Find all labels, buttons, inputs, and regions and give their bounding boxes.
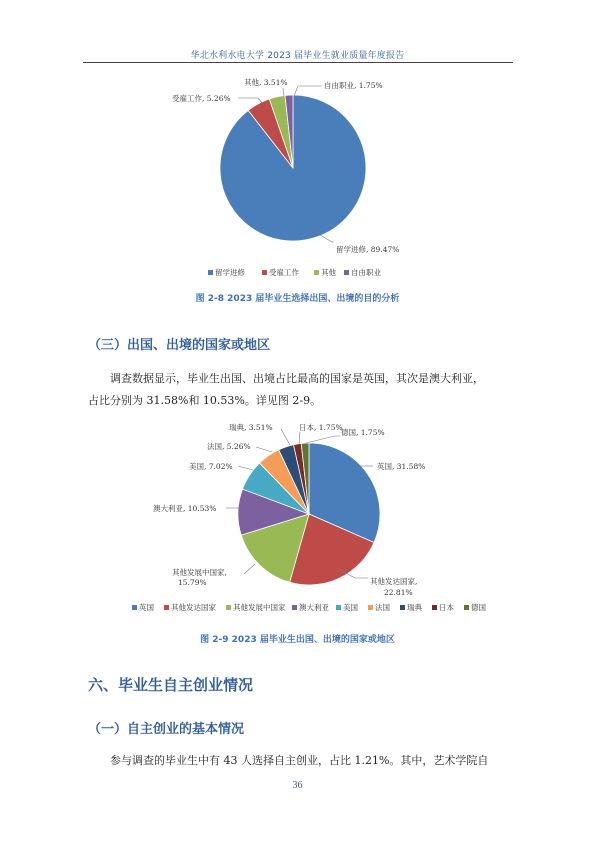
figure-caption-2-8: 图 2-8 2023 届毕业生选择出国、出境的目的分析 — [195, 294, 400, 304]
legend2-swatch-5 — [368, 605, 373, 610]
legend2-item-7: 日本 — [439, 603, 454, 612]
section-heading-3: （三）出国、出境的国家或地区 — [88, 338, 271, 353]
label-study-abroad: 留学进修, 89.47% — [336, 245, 400, 254]
paragraph-line: 参与调查的毕业生中有 43 人选择自主创业，占比 1.21%。其中，艺术学院自 — [110, 754, 489, 767]
label-other-developed-1: 其他发达国家, — [370, 577, 418, 586]
legend-item-study-abroad: 留学进修 — [215, 268, 245, 277]
legend2-swatch-0 — [132, 605, 137, 610]
label-freelance: 自由职业, 1.75% — [324, 81, 383, 90]
label-other-developing-1: 其他发展中国家, — [172, 568, 227, 577]
legend-item-other: 其他 — [321, 268, 336, 277]
pie-chart-destination-purpose — [220, 95, 366, 241]
pie1-legend — [208, 267, 381, 277]
label-france: 法国, 5.26% — [207, 442, 251, 451]
label-japan: 日本, 1.75% — [299, 423, 343, 432]
legend2-item-0: 英国 — [139, 603, 154, 612]
legend2-item-2: 其他发展中国家 — [233, 603, 286, 612]
label-other-developing-2: 15.79% — [178, 578, 207, 587]
paragraph-entrepreneurship — [88, 750, 518, 772]
legend2-swatch-2 — [226, 605, 231, 610]
legend2-swatch-3 — [292, 605, 297, 610]
legend2-item-8: 德国 — [471, 603, 486, 612]
legend2-swatch-6 — [400, 605, 405, 610]
page-number: 36 — [292, 780, 303, 791]
label-other-developed-2: 22.81% — [384, 588, 413, 597]
paragraph-countries — [88, 368, 518, 412]
legend2-swatch-1 — [164, 605, 169, 610]
paragraph-line: 占比分别为 31.58%和 10.53%。详见图 2-9。 — [88, 394, 322, 407]
legend2-item-3: 澳大利亚 — [299, 603, 329, 612]
legend2-item-1: 其他发达国家 — [171, 603, 216, 612]
legend2-item-6: 瑞典 — [407, 603, 422, 612]
legend2-item-4: 美国 — [343, 603, 358, 612]
legend2-swatch-4 — [336, 605, 341, 610]
legend2-swatch-8 — [464, 605, 469, 610]
pie-chart-countries — [238, 443, 380, 585]
label-uk: 英国, 31.58% — [377, 462, 426, 471]
section-heading-6: 六、毕业生自主创业情况 — [88, 676, 254, 694]
paragraph-line: 调查数据显示，毕业生出国、出境占比最高的国家是英国，其次是澳大利亚， — [110, 372, 484, 385]
legend2-swatch-7 — [432, 605, 437, 610]
pie2-legend — [132, 602, 486, 612]
subsection-heading-6-1: （一）自主创业的基本情况 — [88, 722, 245, 737]
label-australia: 澳大利亚, 10.53% — [153, 504, 217, 513]
label-usa: 美国, 7.02% — [189, 462, 233, 471]
legend-item-employed: 受雇工作 — [269, 268, 299, 277]
page-header: 华北水利水电大学 2023 届毕业生就业质量年度报告 — [190, 51, 405, 61]
label-other: 其他, 3.51% — [244, 78, 288, 87]
label-sweden: 瑞典, 3.51% — [229, 423, 273, 432]
label-germany: 德国, 1.75% — [341, 428, 385, 437]
legend2-item-5: 法国 — [375, 603, 390, 612]
label-employed: 受雇工作, 5.26% — [172, 94, 231, 103]
legend-item-freelance: 自由职业 — [351, 268, 381, 277]
figure-caption-2-9: 图 2-9 2023 届毕业生出国、出境的国家或地区 — [200, 635, 395, 645]
